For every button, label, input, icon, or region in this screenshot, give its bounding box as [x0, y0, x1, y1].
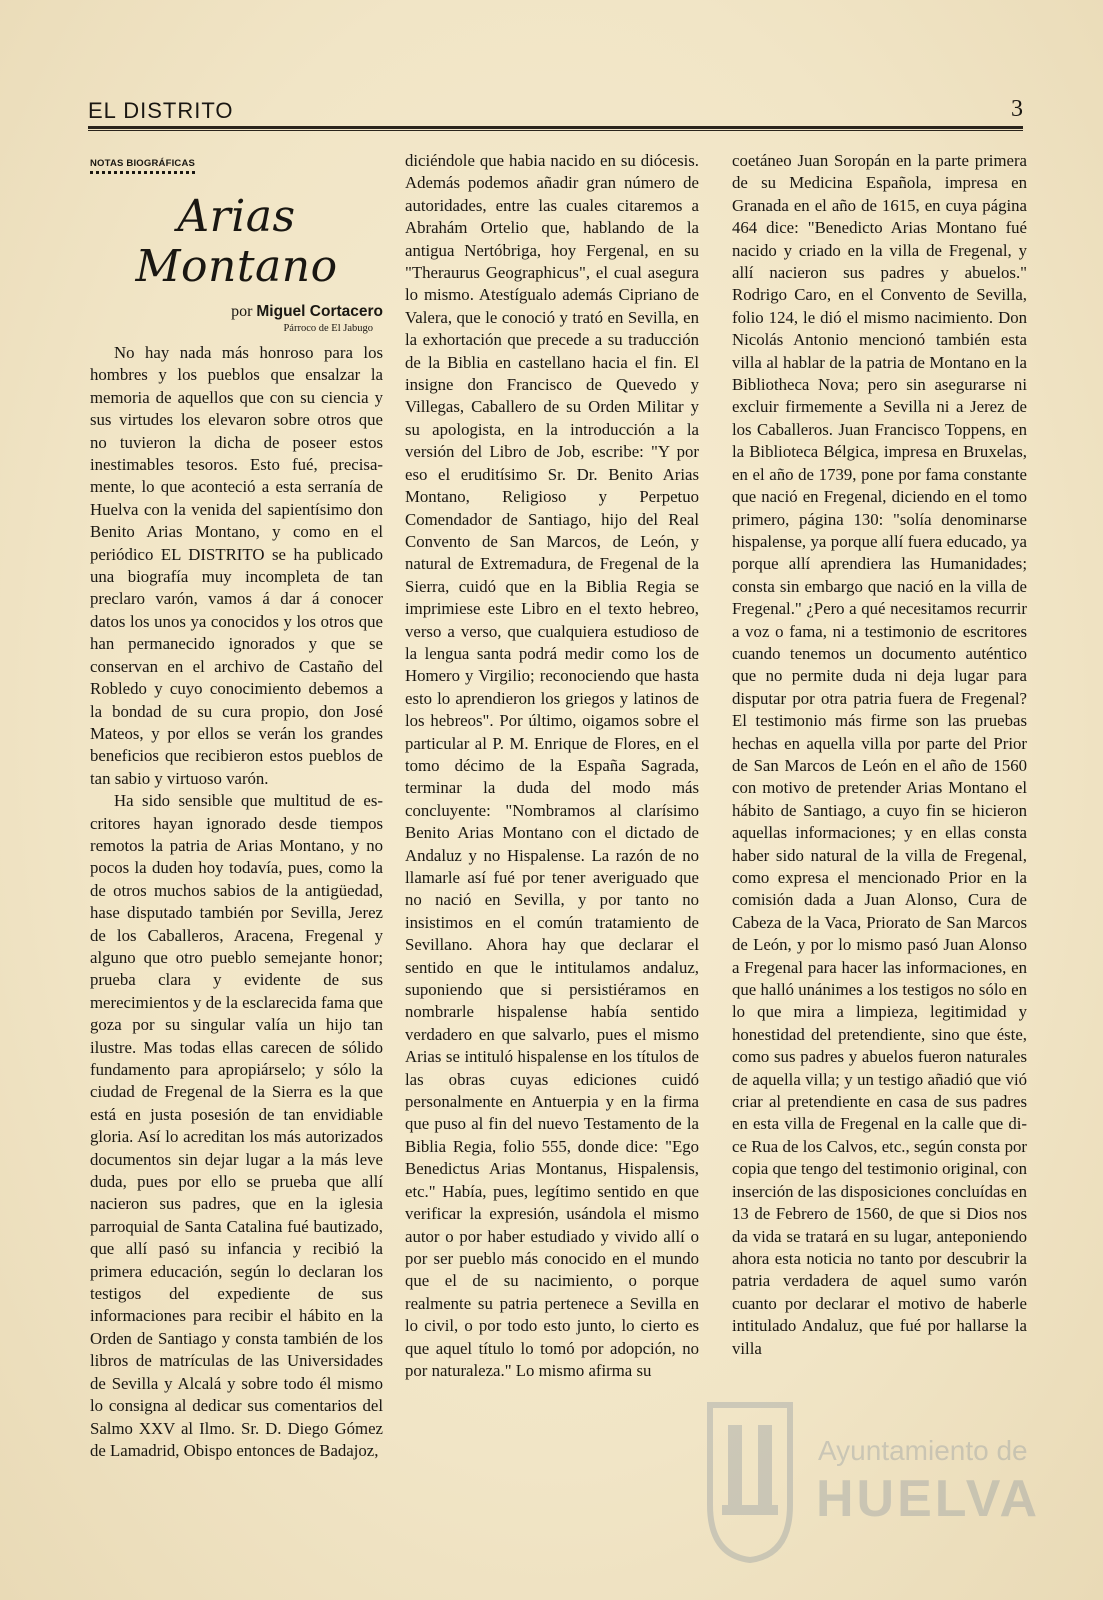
author-role: Párroco de El Jabugo: [283, 323, 373, 334]
newspaper-title: EL DISTRITO: [88, 98, 234, 123]
paragraph: No hay nada más honroso para los hombres y los pueblos que ensalzar la memoria de aquellos que con su ciencia y sus virtudes los elevaron sobre otros que no tuvieron la dicha de poseer estos inestimables tesoros. Esto fué, precisamente, lo que aconteció a esta serranía de Huelva con la venida del sapientísimo don Benito Arias Montano, y como en el periódico EL DISTRITO se ha publicado una biografía muy incompleta de tan preclaro varón, vamos á dar á conocer datos los unos ya conocidos y los otros que han permanecido ignorados y que se conservan en el archivo de Castaño del Robledo y cuyo conocimiento debemos a la bondad de su cura propio, don José Mateos, y por ellos se verán los grandes beneficios que recibieron estos pueblos de tan sabio y virtuoso varón.: [90, 343, 383, 788]
column-3: [732, 150, 1027, 1360]
author-name: Miguel Cortacero: [256, 303, 383, 320]
article-title: Arias Montano: [135, 191, 338, 292]
column-1: [90, 150, 383, 1462]
byline-prefix: por: [231, 303, 253, 320]
section-kicker: NOTAS BIOGRÁFICAS: [90, 158, 195, 174]
page-number: 3: [1011, 96, 1023, 122]
header-rule: [88, 126, 1023, 129]
byline: [90, 302, 383, 322]
column-2: [405, 150, 699, 1382]
paragraph: Ha sido sensible que multitud de escritores hayan ignorado desde tiempos remotos la patria de Arias Montano, y no pocos la duden hoy todavía, pues, como la de otros muchos sabios de la antigüedad, hase disputado también por Sevilla, Jerez de los Caballeros, Aracena, Fregenal y alguno que otro pueblo semejante honor; prueba clara y evidente de sus merecimientos y de la esclarecida fama que goza por su singular valía un hijo tan ilustre. Mas todas ellas carecen de sólido fundamento para apropiárselo; y sólo la ciudad de Fregenal de la Sierra es la que está en justa posesión de tan envidiable gloria. Así lo acreditan los más autorizados documentos sin dejar lugar a la más leve duda, pues por ello se prueba que allí nacieron sus padres, que en la iglesia parroquial de Santa Catalina fué bautizado, que allí pasó su infancia y recibió la primera educación, según lo declaran los testigos del expediente de sus informaciones para recibir el hábito en la Orden de Santiago y consta también de los libros de matrículas de las Universidades de Sevilla y Alcalá y sobre todo él mismo lo consigna al dedicar sus comentarios del Salmo XXV al Ilmo. Sr. D. Diego Gómez de Lamadrid, Obispo entonces de Badajoz,: [90, 791, 383, 1460]
archive-watermark: [700, 1395, 1041, 1575]
page-header: [88, 98, 1023, 128]
paragraph: diciéndole que habia nacido en su diócesis. Además podemos añadir gran número de autoridades, entre las cuales citaremos a Abrahám Ortelio que, hablando de la antigua Nertóbriga, hoy Fergenal, en su "Theraurus Geographicus", el cual asegura lo mismo. Atestígualo además Cipriano de Valera, que le conoció y trató en Sevilla, en la exhortación que precede a su traducción de la Biblia en castellano hacia el fin. El insigne don Francisco de Quevedo y Villegas, Caballero de su Orden Militar y su apologista, en la introducción a la versión del Libro de Job, escribe: "Y por eso el eruditísimo Sr. Dr. Benito Arias Montano, Religioso y Perpetuo Comendador de Santiago, hijo del Real Convento de San Marcos, de León, y natural de Extremadura, de Fregenal de la Sierra, cuidó que en la Biblia Regia se imprimiese este Libro en el texto hebreo, verso a verso, que cualquiera estudioso de la lengua santa podrá medir como los de Homero y Virgilio; reconociendo que hasta esto lo aprendieron los griegos y latinos de los hebreos". Por último, oigamos sobre el particular al P. M. Enrique de Flores, en el tomo décimo de la España Sagrada, terminar la duda del modo más concluyente: "Nombramos al clarísimo Benito Arias Montano con el dictado de Andaluz y no Hispalense. La razón de no llamarle así fué por tener averiguado que no nació en Sevilla, y por tanto no insistimos en el común tratamiento de Sevillano. Ahora hay que declarar el sentido en que le intitulamos andaluz, suponiendo que si persistiéramos en nombrarle hispalense había sentido verdadero en que salvarlo, pues el mismo Arias se intituló hispalense en los títulos de las obras cuyas ediciones cuidó personalmente en Antuerpia y en la firma que puso al fin del nuevo Testamento de la Biblia Regia, folio 555, donde dice: "Ego Benedictus Arias Montanus, Hispalensis, etc." Había, pues, legítimo sentido en que verificar la expresión, usándola el mismo autor o por haber estudiado y vivido allí o por ser pueblo más conocido en el mundo que el de su nacimiento, o porque realmente su patria pertenece a Sevilla en lo civil, o por todo esto junto, lo cierto es que aquel título lo tomó por adopción, no por naturaleza." Lo mismo afirma su: [405, 151, 699, 1380]
watermark-line-2: HUELVA: [816, 1470, 1041, 1528]
paragraph: coetáneo Juan Soropán en la parte primera de su Medicina Española, impresa en Granada en el año de 1615, en cuya página 464 dice: "Benedicto Arias Montano fué nacido y criado en la villa de Fregenal, y allí nacieron sus padres y abuelos." Rodrigo Caro, en el Convento de Sevilla, folio 124, le dió el mismo nacimiento. Don Nicolás Antonio mencionó también esta villa al hablar de la patria de Montano en la Bibliotheca Nova; pero sin asegurarse ni excluir firmemente a Sevilla ni a Jerez de los Caballeros. Juan Francisco Toppens, en la Biblioteca Bélgica, impresa en Bruxelas, en el año de 1739, pone por fama constante que nació en Fregenal, diciendo en el tomo primero, página 130: "solía denominarse hispalense, ya porque allí fuera educado, ya porque allí aprendiera las Humanidades; consta sin embargo que nació en la villa de Fregenal." ¿Pero a qué necesitamos recurrir a voz o fama, ni a testimonio de escritores cuando tenemos un documento auténtico que no permite duda ni deja lugar para disputar por otra patria fuera de Fregenal? El testimonio más firme son las pruebas hechas en aquella villa por parte del Prior de San Marcos de León en el año de 1560 con motivo de pretender Arias Montano el hábito de Santiago, a cuyo fin se hicieron aquellas informaciones; y en ellas consta haber sido natural de la villa de Fregenal, como expresa el mencionado Prior en la comisión dada a Juan Alonso, Cura de Cabeza de la Vaca, Priorato de San Marcos de León, y por lo mismo pasó Juan Alonso a Fregenal para hacer las informaciones, en que halló unánimes a los testigos no sólo en lo que mira a limpieza, legitimidad y honestidad del pretendiente, sino que éste, como sus padres y abuelos fueron naturales de aquella villa; y un testigo añadió que vió criar al pretendiente en casa de sus padres en esta villa de Fregenal en la calle que dice Rua de los Calvos, etc., según consta por copia que tengo del testimonio original, con inserción de las disposiciones concluídas en 13 de Febrero de 1560, de que si Dios nos da vida se tratará en su lugar, anteponiendo ahora esta noticia no tanto por descubrir la patria verdadera de aquel sumo varón cuanto por declarar el motivo de haberle intitulado Andaluz, que fué por hallarse la villa: [732, 151, 1027, 1358]
coat-of-arms-icon: [700, 1395, 800, 1565]
watermark-line-1: Ayuntamiento de: [818, 1435, 1028, 1466]
header-rule-thin: [88, 130, 1023, 131]
